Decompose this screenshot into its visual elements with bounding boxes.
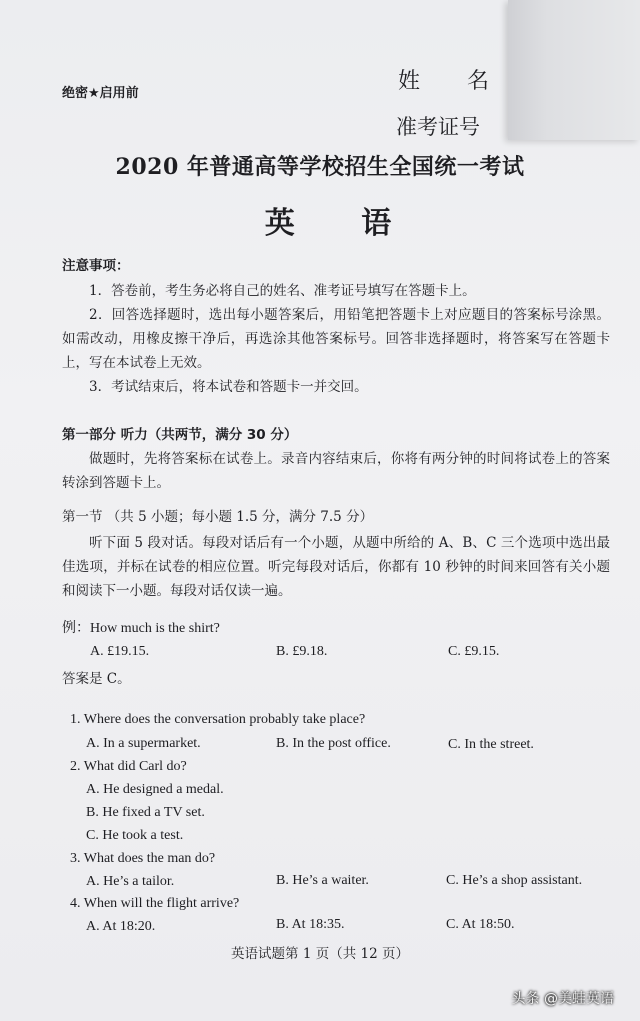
subject-title: 英 语 [264, 206, 420, 241]
watermark: 头条 @美蛙英语 [511, 991, 614, 1007]
part1-heading: 第一部分 听力（共两节，满分 30 分） [62, 427, 298, 443]
section1-instruction: 听下面 5 段对话。每段对话后有一个小题，从题中所给的 A、B、C 三个选项中选出最佳选项，并标在试卷的相应位置。听完每段对话后，你都有 10 秒钟的时间来回答有关小题和阅读下一小题。每段对话仅读一遍。 [62, 535, 610, 599]
question-2: 2. What did Carl do? [70, 759, 187, 774]
q3-option-a: A. He’s a tailor. [86, 874, 175, 889]
q4-option-a: A. At 18:20. [86, 919, 156, 934]
notice-heading: 注意事项： [62, 258, 130, 274]
q3-option-c: C. He’s a shop assistant. [446, 873, 583, 888]
notice-item-2: 2．回答选择题时，选出每小题答案后，用铅笔把答题卡上对应题目的答案标号涂黑。如需改动，用橡皮擦干净后，再选涂其他答案标号。回答非选择题时，将答案写在答题卡上，写在本试卷上无效。 [62, 307, 610, 371]
q1-option-a: A. In a supermarket. [86, 736, 201, 751]
question-1: 1. Where does the conversation probably take place? [70, 712, 366, 727]
q2-option-a: A. He designed a medal. [86, 782, 224, 797]
q1-option-b: B. In the post office. [276, 736, 391, 751]
q2-option-b: B. He fixed a TV set. [86, 805, 205, 820]
name-label: 姓 名 [398, 69, 509, 94]
confidential-label: 绝密★启用前 [62, 86, 139, 101]
example-option-a: A. £19.15. [90, 644, 150, 659]
example-option-b: B. £9.18. [276, 644, 328, 659]
question-4: 4. When will the flight arrive? [70, 896, 240, 911]
notice-item-3: 3．考试结束后，将本试卷和答题卡一并交回。 [89, 379, 368, 395]
question-3: 3. What does the man do? [70, 851, 216, 866]
q2-option-c: C. He took a test. [86, 828, 184, 843]
example-option-c: C. £9.15. [448, 644, 500, 659]
page-footer: 英语试题第 1 页（共 12 页） [231, 946, 409, 962]
exam-title: 2020 年普通高等学校招生全国统一考试 [115, 154, 525, 180]
ticket-number-label: 准考证号 [396, 115, 480, 139]
section1-heading: 第一节 （共 5 小题；每小题 1.5 分，满分 7.5 分） [62, 509, 374, 525]
example-question: 例：How much is the shirt? [62, 621, 220, 636]
q1-option-c: C. In the street. [448, 737, 534, 752]
q3-option-b: B. He’s a waiter. [276, 873, 369, 888]
q4-option-b: B. At 18:35. [276, 917, 345, 932]
part1-instruction: 做题时，先将答案标在试卷上。录音内容结束后，你将有两分钟的时间将试卷上的答案转涂到答题卡上。 [62, 451, 610, 491]
notice-item-1: 1．答卷前，考生务必将自己的姓名、准考证号填写在答题卡上。 [89, 283, 476, 299]
q4-option-c: C. At 18:50. [446, 917, 515, 932]
example-answer: 答案是 C。 [62, 671, 131, 687]
folded-corner [508, 0, 640, 140]
